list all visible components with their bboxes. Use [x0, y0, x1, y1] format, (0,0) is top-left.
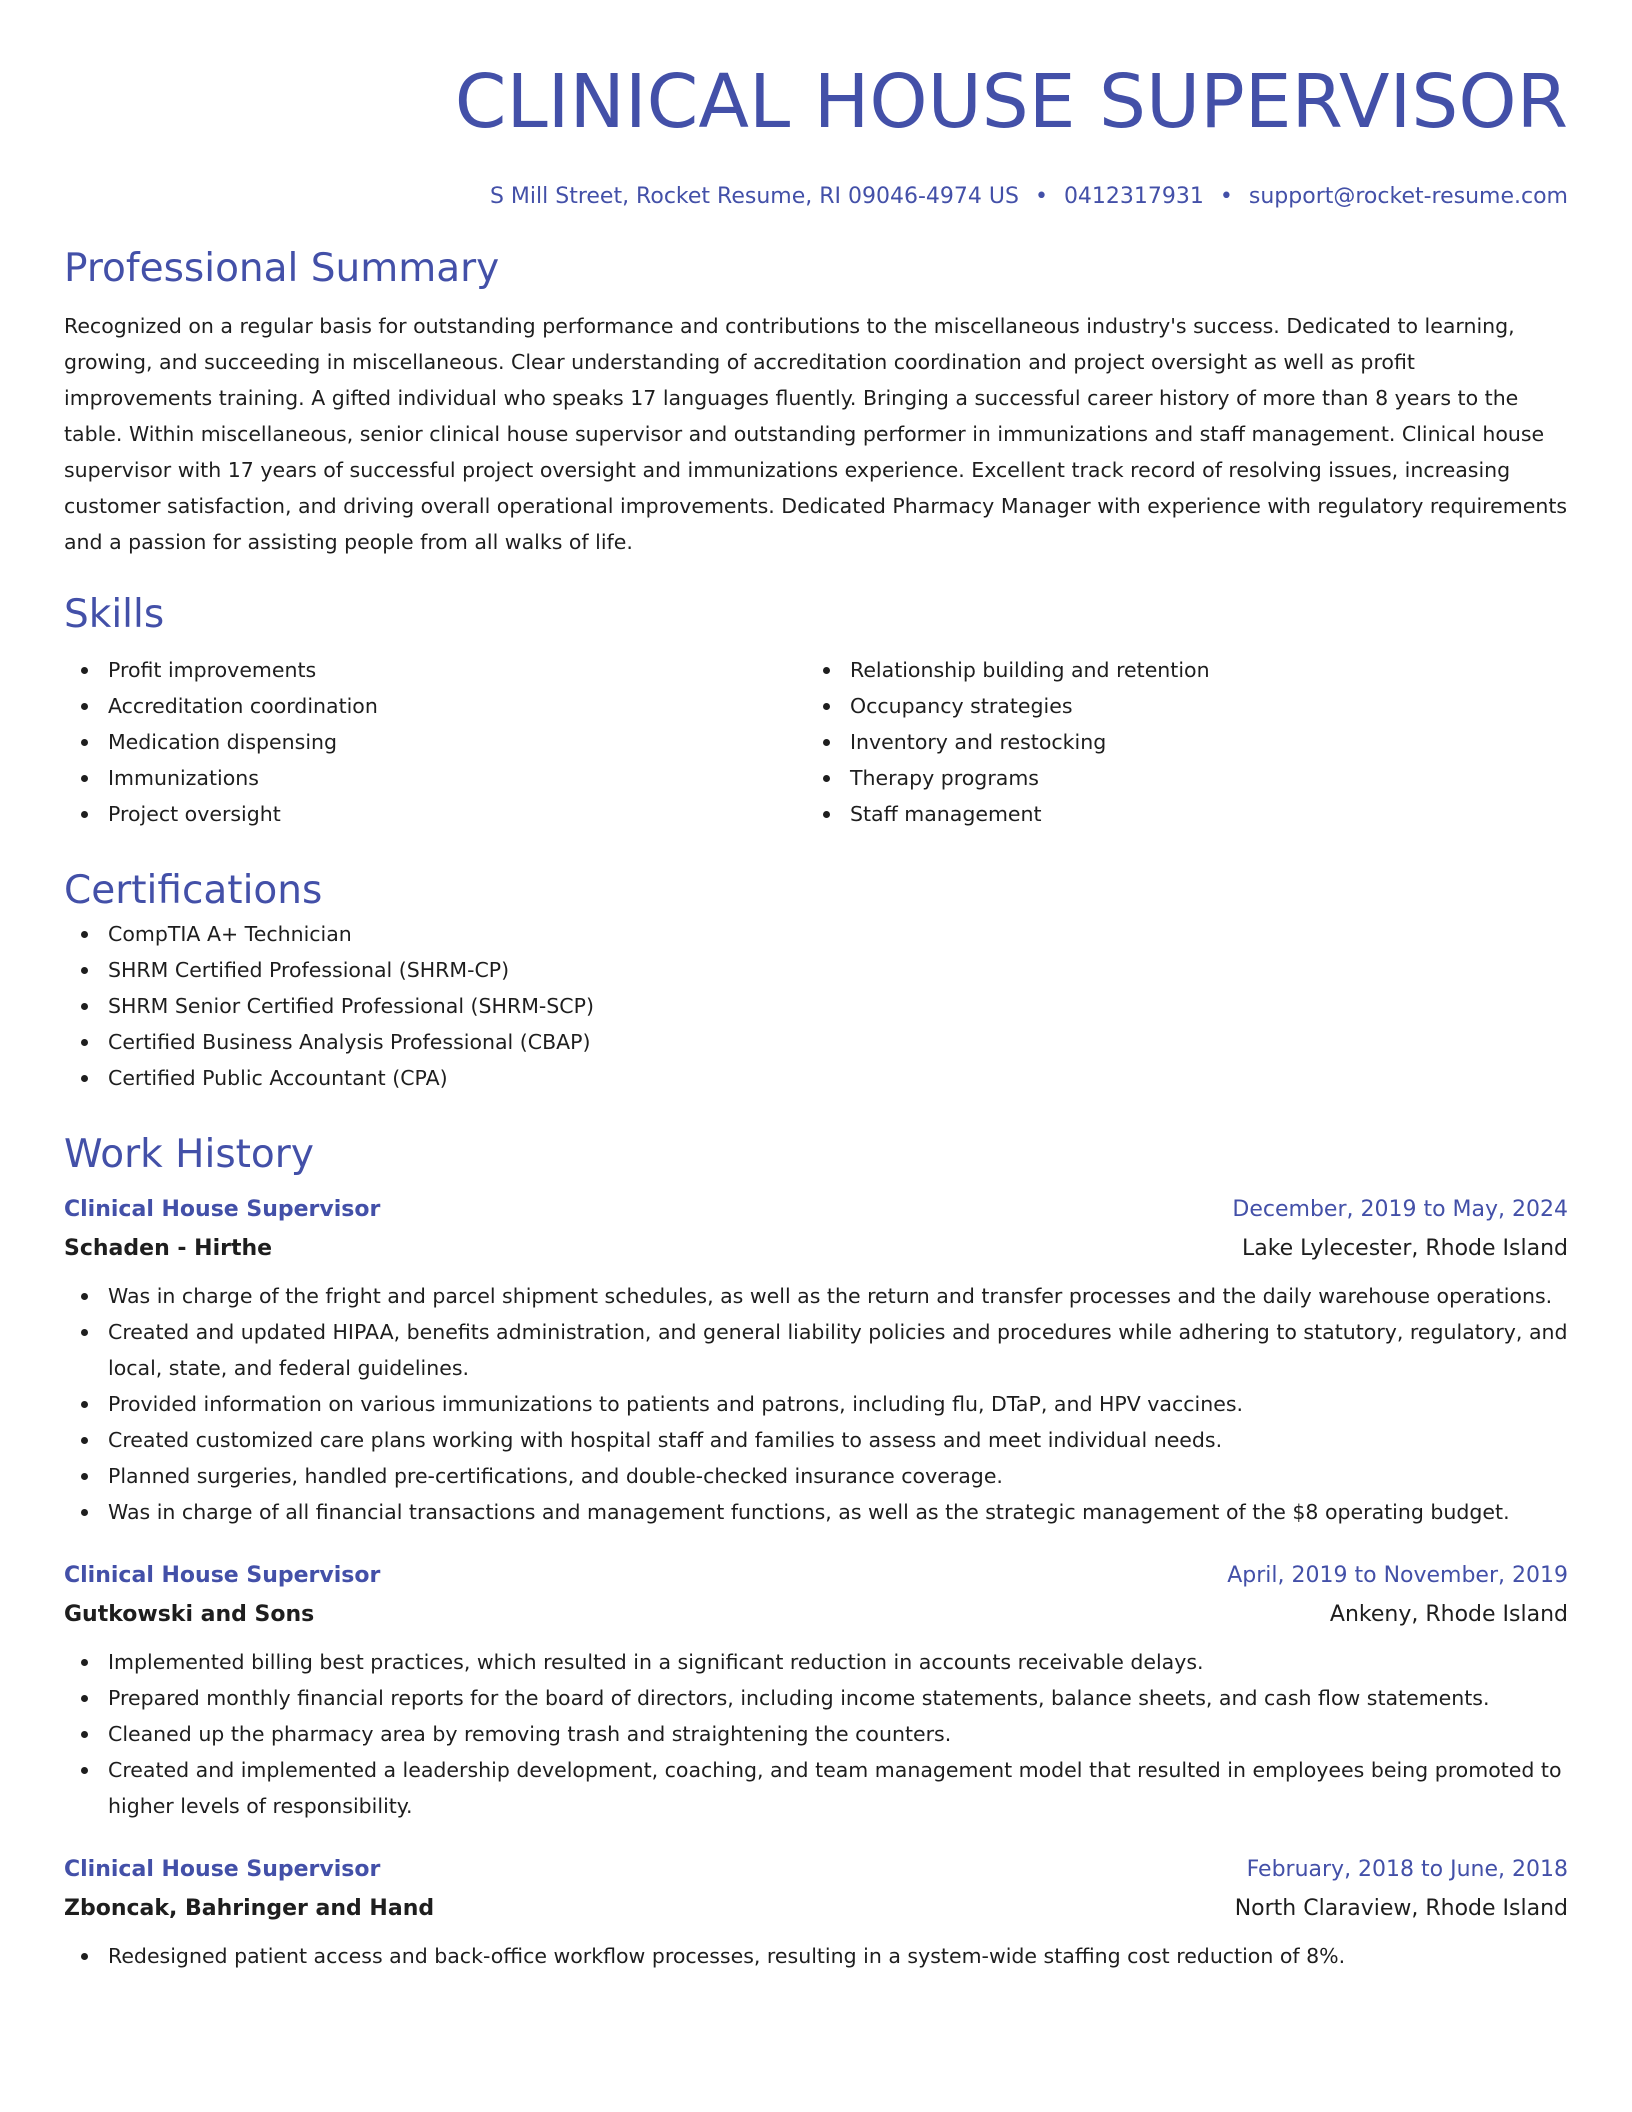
job-title: Clinical House Supervisor — [64, 1197, 381, 1222]
job-title: Clinical House Supervisor — [64, 1563, 381, 1588]
job-header-row — [64, 1192, 1568, 1228]
resume-page — [64, 0, 1568, 1974]
job-entry — [64, 1558, 1568, 1824]
certification-item: CompTIA A+ Technician — [64, 916, 1568, 952]
job-location: North Claraview, Rhode Island — [1234, 1896, 1568, 1921]
skill-item: Profit improvements — [64, 652, 806, 688]
job-bullets — [64, 1278, 1568, 1530]
certification-item: Certified Business Analysis Professional (CBAP) — [64, 1024, 1568, 1060]
job-bullet: Implemented billing best practices, which resulted in a significant reduction in accounts receivable delays. — [64, 1644, 1568, 1680]
job-entry — [64, 1852, 1568, 1974]
job-dates: April, 2019 to November, 2019 — [1227, 1563, 1568, 1588]
job-company: Gutkowski and Sons — [64, 1602, 315, 1627]
job-bullet: Created and updated HIPAA, benefits administration, and general liability policies and procedures while adhering to statutory, regulatory, and local, state, and federal guidelines. — [64, 1314, 1568, 1386]
job-company: Zboncak, Bahringer and Hand — [64, 1896, 435, 1921]
contact-email[interactable]: support@rocket-resume.com — [1248, 184, 1568, 209]
job-bullet: Cleaned up the pharmacy area by removing trash and straightening the counters. — [64, 1716, 1568, 1752]
skill-item: Accreditation coordination — [64, 688, 806, 724]
certifications-heading: Certifications — [64, 868, 323, 913]
job-bullet: Was in charge of the fright and parcel shipment schedules, as well as the return and transfer processes and the daily warehouse operations. — [64, 1278, 1568, 1314]
job-title: Clinical House Supervisor — [64, 1857, 381, 1882]
job-company-row — [64, 1888, 1568, 1930]
skill-item: Inventory and restocking — [806, 724, 1548, 760]
certification-item: SHRM Certified Professional (SHRM-CP) — [64, 952, 1568, 988]
job-bullet: Created customized care plans working with hospital staff and families to assess and meet individual needs. — [64, 1422, 1568, 1458]
job-bullet: Planned surgeries, handled pre-certifications, and double-checked insurance coverage. — [64, 1458, 1568, 1494]
summary-heading: Professional Summary — [64, 246, 500, 291]
job-dates: February, 2018 to June, 2018 — [1246, 1857, 1568, 1882]
job-location: Ankeny, Rhode Island — [1329, 1602, 1568, 1627]
skill-item: Therapy programs — [806, 760, 1548, 796]
job-bullet: Created and implemented a leadership development, coaching, and team management model that resulted in employees being promoted to higher levels of responsibility. — [64, 1752, 1568, 1824]
skill-item: Immunizations — [64, 760, 806, 796]
job-header-row — [64, 1558, 1568, 1594]
job-dates: December, 2019 to May, 2024 — [1232, 1197, 1568, 1222]
job-location: Lake Lylecester, Rhode Island — [1241, 1236, 1568, 1261]
certification-item: Certified Public Accountant (CPA) — [64, 1060, 1568, 1096]
skill-item: Medication dispensing — [64, 724, 806, 760]
contact-address: S Mill Street, Rocket Resume, RI 09046-4974 US — [489, 184, 1019, 209]
job-bullet: Provided information on various immunizations to patients and patrons, including flu, DTaP, and HPV vaccines. — [64, 1386, 1568, 1422]
skills-grid — [64, 652, 1568, 832]
job-bullet: Was in charge of all financial transactions and management functions, as well as the strategic management of the $8 operating budget. — [64, 1494, 1568, 1530]
skill-item: Staff management — [806, 796, 1548, 832]
contact-phone[interactable]: 0412317931 — [1063, 184, 1204, 209]
job-bullet: Redesigned patient access and back-office workflow processes, resulting in a system-wide staffing cost reduction of 8%. — [64, 1938, 1568, 1974]
certifications-list — [64, 916, 1568, 1096]
contact-separator: • — [1034, 184, 1048, 209]
contact-separator: • — [1219, 184, 1233, 209]
candidate-name: CLINICAL HOUSE SUPERVISOR — [454, 59, 1568, 145]
certification-item: SHRM Senior Certified Professional (SHRM-SCP) — [64, 988, 1568, 1024]
skill-item: Relationship building and retention — [806, 652, 1548, 688]
skills-heading: Skills — [64, 592, 165, 637]
job-company-row — [64, 1228, 1568, 1270]
job-entry — [64, 1192, 1568, 1530]
job-bullets — [64, 1938, 1568, 1974]
skills-column-left — [64, 652, 806, 832]
job-bullets — [64, 1644, 1568, 1824]
skills-column-right — [806, 652, 1548, 832]
skill-item: Occupancy strategies — [806, 688, 1548, 724]
job-header-row — [64, 1852, 1568, 1888]
work-history-heading: Work History — [64, 1132, 314, 1177]
job-bullet: Prepared monthly financial reports for the board of directors, including income statements, balance sheets, and cash flow statements. — [64, 1680, 1568, 1716]
contact-line — [64, 182, 1568, 212]
job-company: Schaden - Hirthe — [64, 1236, 273, 1261]
summary-text: Recognized on a regular basis for outstanding performance and contributions to the miscellaneous industry's success. Dedicated to learning, growing, and succeeding in miscellaneous. Clear understanding of accreditation coordination and project oversight as well as profit improvements training. A gifted individual who speaks 17 languages fluently. Bringing a successful career history of more than 8 years to the table. Within miscellaneous, senior clinical house supervisor and outstanding performer in immunizations and staff management. Clinical house supervisor with 17 years of successful project oversight and immunizations experience. Excellent track record of resolving issues, increasing customer satisfaction, and driving overall operational improvements. Dedicated Pharmacy Manager with experience with regulatory requirements and a passion for assisting people from all walks of life. — [64, 314, 1568, 554]
job-company-row — [64, 1594, 1568, 1636]
skill-item: Project oversight — [64, 796, 806, 832]
